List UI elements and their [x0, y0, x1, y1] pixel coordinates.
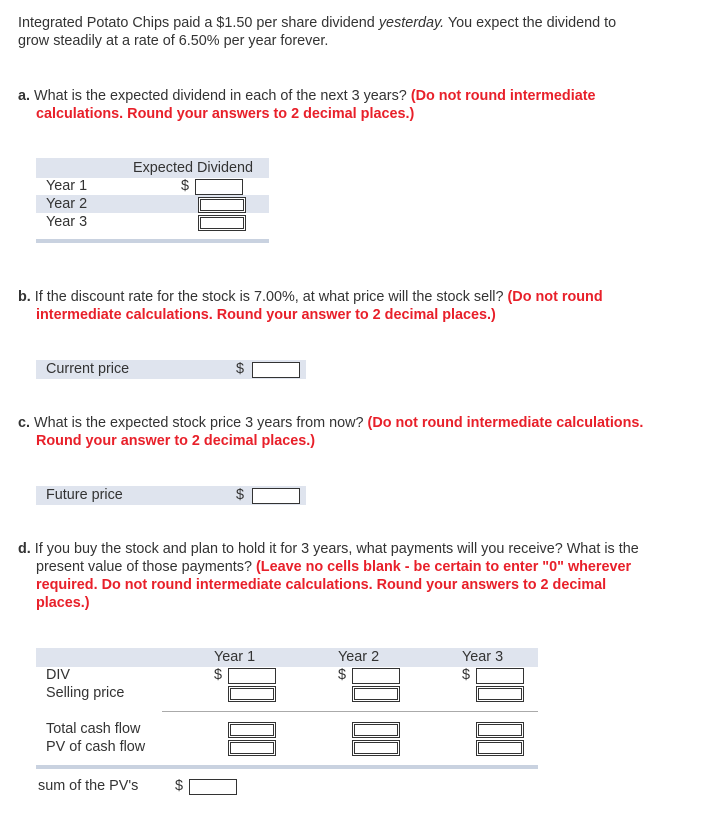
question-d-text: If you buy the stock and plan to hold it for 3 years, what payments will you receive? What is the present value of those payments? [30, 541, 639, 575]
intro-text: Integrated Potato Chips paid a $1.50 per share dividend [18, 15, 379, 31]
question-a-text: What is the expected dividend in each of the next 3 years? [30, 88, 411, 104]
question-b-note: (Do not round intermediate calculations. Round your answer to 2 decimal places.) [36, 289, 603, 323]
selling-price-year-1-input[interactable] [228, 686, 276, 702]
question-c-note: (Do not round intermediate calculations. Round your answer to 2 decimal places.) [36, 415, 644, 449]
currency-symbol: $ [236, 487, 245, 503]
div-year-1-input[interactable] [228, 668, 276, 684]
question-a-note: (Do not round intermediate calculations. Round your answers to 2 decimal places.) [36, 88, 596, 122]
question-d-note: (Leave no cells blank - be certain to enter "0" wherever required. Do not round intermediate calculations. Round your answers to 2 decimal places.) [36, 559, 632, 611]
selling-price-year-3-input[interactable] [476, 686, 524, 702]
sum-of-pvs-input[interactable] [189, 779, 237, 795]
div-label: DIV [46, 667, 70, 683]
total-cash-flow-label: Total cash flow [46, 721, 141, 737]
column-year-3: Year 3 [462, 649, 504, 665]
intro-text-end: You expect the dividend to grow steadily at a rate of 6.50% per year forever. [18, 15, 617, 49]
pv-cash-flow-year-1-input[interactable] [228, 740, 276, 756]
question-d-letter: d. [18, 541, 31, 557]
selling-price-label: Selling price [46, 685, 125, 701]
column-year-2: Year 2 [338, 649, 380, 665]
question-b [18, 288, 660, 324]
year-3-label: Year 3 [46, 214, 88, 230]
currency-symbol: $ [462, 667, 471, 683]
current-price-input[interactable] [252, 362, 300, 378]
table-bottom-rule [36, 765, 538, 769]
year-1-label: Year 1 [46, 178, 88, 194]
year-2-dividend-input[interactable] [198, 197, 246, 213]
question-c-text: What is the expected stock price 3 years from now? [30, 415, 368, 431]
pv-cash-flow-label: PV of cash flow [46, 739, 146, 755]
div-year-2-input[interactable] [352, 668, 400, 684]
total-cash-flow-year-3-input[interactable] [476, 722, 524, 738]
table-bottom-rule [36, 239, 269, 243]
question-b-text: If the discount rate for the stock is 7.00%, at what price will the stock sell? [30, 289, 508, 305]
question-c-letter: c. [18, 415, 31, 431]
question-a-letter: a. [18, 88, 31, 104]
selling-price-year-2-input[interactable] [352, 686, 400, 702]
intro-emphasis: yesterday. [378, 15, 445, 31]
column-year-1: Year 1 [214, 649, 256, 665]
pv-cash-flow-year-3-input[interactable] [476, 740, 524, 756]
div-year-3-input[interactable] [476, 668, 524, 684]
year-2-label: Year 2 [46, 196, 88, 212]
question-a [18, 87, 660, 123]
currency-symbol: $ [338, 667, 347, 683]
question-d [18, 540, 660, 612]
future-price-input[interactable] [252, 488, 300, 504]
future-price-label: Future price [46, 487, 123, 503]
year-3-dividend-input[interactable] [198, 215, 246, 231]
pv-cash-flow-year-2-input[interactable] [352, 740, 400, 756]
currency-symbol: $ [214, 667, 223, 683]
problem-statement [18, 14, 642, 50]
year-1-dividend-input[interactable] [195, 179, 243, 195]
total-cash-flow-year-1-input[interactable] [228, 722, 276, 738]
expected-dividend-header: Expected Dividend [133, 160, 253, 176]
currency-symbol: $ [236, 361, 245, 377]
question-b-letter: b. [18, 289, 31, 305]
currency-symbol: $ [181, 178, 190, 194]
question-c [18, 414, 660, 450]
total-divider [162, 711, 538, 712]
total-cash-flow-year-2-input[interactable] [352, 722, 400, 738]
currency-symbol: $ [175, 778, 184, 794]
current-price-label: Current price [46, 361, 130, 377]
sum-of-pvs-label: sum of the PV's [38, 778, 139, 794]
